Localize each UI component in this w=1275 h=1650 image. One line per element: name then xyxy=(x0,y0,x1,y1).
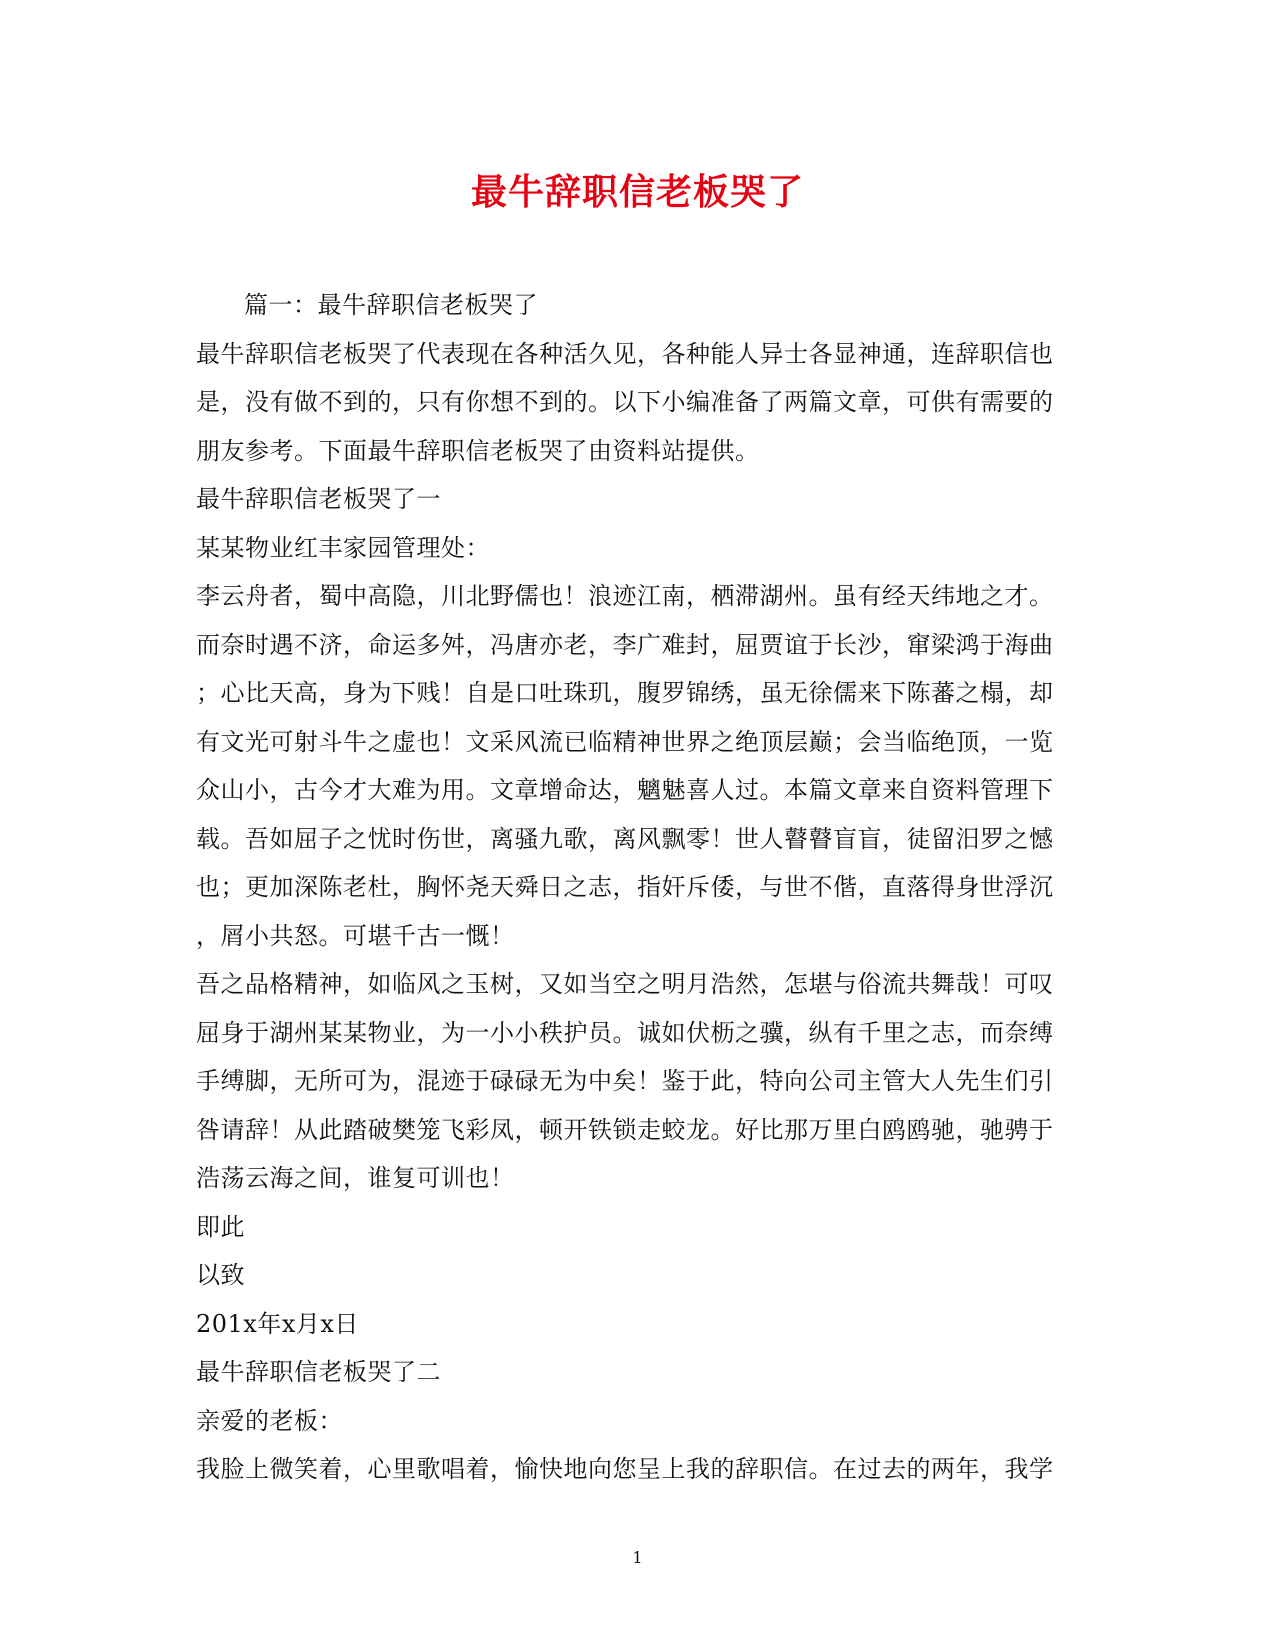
paragraph-line: 有文光可射斗牛之虚也！文采风流已临精神世界之绝顶层巅；会当临绝顶，一览 xyxy=(196,727,1054,756)
paragraph-line: 也；更加深陈老杜，胸怀尧天舜日之志，指奸斥倭，与世不偕，直落得身世浮沉 xyxy=(196,873,1054,901)
paragraph-line: 众山小，古今才大难为用。文章增命达，魑魅喜人过。本篇文章来自资料管理下 xyxy=(196,776,1054,804)
paragraph-line: 而奈时遇不济，命运多舛，冯唐亦老，李广难封，屈贾谊于长沙，窜梁鸿于海曲 xyxy=(196,630,1054,659)
paragraph-line: 李云舟者，蜀中高隐，川北野儒也！浪迹江南，栖滞湖州。虽有经天纬地之才。 xyxy=(196,582,1054,610)
page-number: 1 xyxy=(632,1548,643,1567)
paragraph-line: 手缚脚，无所可为，混迹于碌碌无为中矣！鉴于此，特向公司主管大人先生们引 xyxy=(196,1067,1054,1095)
letter-heading: 最牛辞职信老板哭了一 xyxy=(196,485,441,513)
paragraph-line: 我脸上微笑着，心里歌唱着，愉快地向您呈上我的辞职信。在过去的两年，我学 xyxy=(196,1455,1054,1483)
section-heading: 篇一：最牛辞职信老板哭了 xyxy=(244,291,538,319)
paragraph-line: ，屑小共怒。可堪千古一慨！ xyxy=(196,921,515,950)
paragraph-line: 是，没有做不到的，只有你想不到的。以下小编准备了两篇文章，可供有需要的 xyxy=(196,388,1054,416)
letter-salutation: 亲爱的老板： xyxy=(196,1406,343,1435)
paragraph-line: 吾之品格精神，如临风之玉树，又如当空之明月浩然，怎堪与俗流共舞哉！可叹 xyxy=(196,970,1054,998)
letter-salutation: 某某物业红丰家园管理处： xyxy=(196,533,490,562)
letter-closing: 即此 xyxy=(196,1212,245,1241)
paragraph-line: 屈身于湖州某某物业，为一小小秩护员。诚如伏枥之骥，纵有千里之志，而奈缚 xyxy=(196,1018,1054,1047)
paragraph-line: 朋友参考。下面最牛辞职信老板哭了由资料站提供。 xyxy=(196,436,760,465)
document-title: 最牛辞职信老板哭了 xyxy=(470,171,804,213)
paragraph-line: ；心比天高，身为下贱！自是口吐珠玑，腹罗锦绣，虽无徐儒来下陈蕃之榻，却 xyxy=(196,679,1054,707)
paragraph-line: 咎请辞！从此踏破樊笼飞彩凤，顿开铁锁走蛟龙。好比那万里白鸥鸥驰，驰骋于 xyxy=(196,1115,1054,1144)
paragraph-line: 浩荡云海之间，谁复可训也！ xyxy=(196,1164,515,1192)
letter-date: 201x年x月x日 xyxy=(196,1309,359,1338)
letter-heading: 最牛辞职信老板哭了二 xyxy=(196,1358,441,1386)
document-body xyxy=(196,281,1076,1494)
letter-closing: 以致 xyxy=(196,1261,245,1289)
paragraph-line: 最牛辞职信老板哭了代表现在各种活久见，各种能人异士各显神通，连辞职信也 xyxy=(196,339,1054,368)
paragraph-line: 载。吾如屈子之忧时伤世，离骚九歌，离风飘零！世人瞽瞽盲盲，徒留汨罗之憾 xyxy=(196,824,1054,853)
